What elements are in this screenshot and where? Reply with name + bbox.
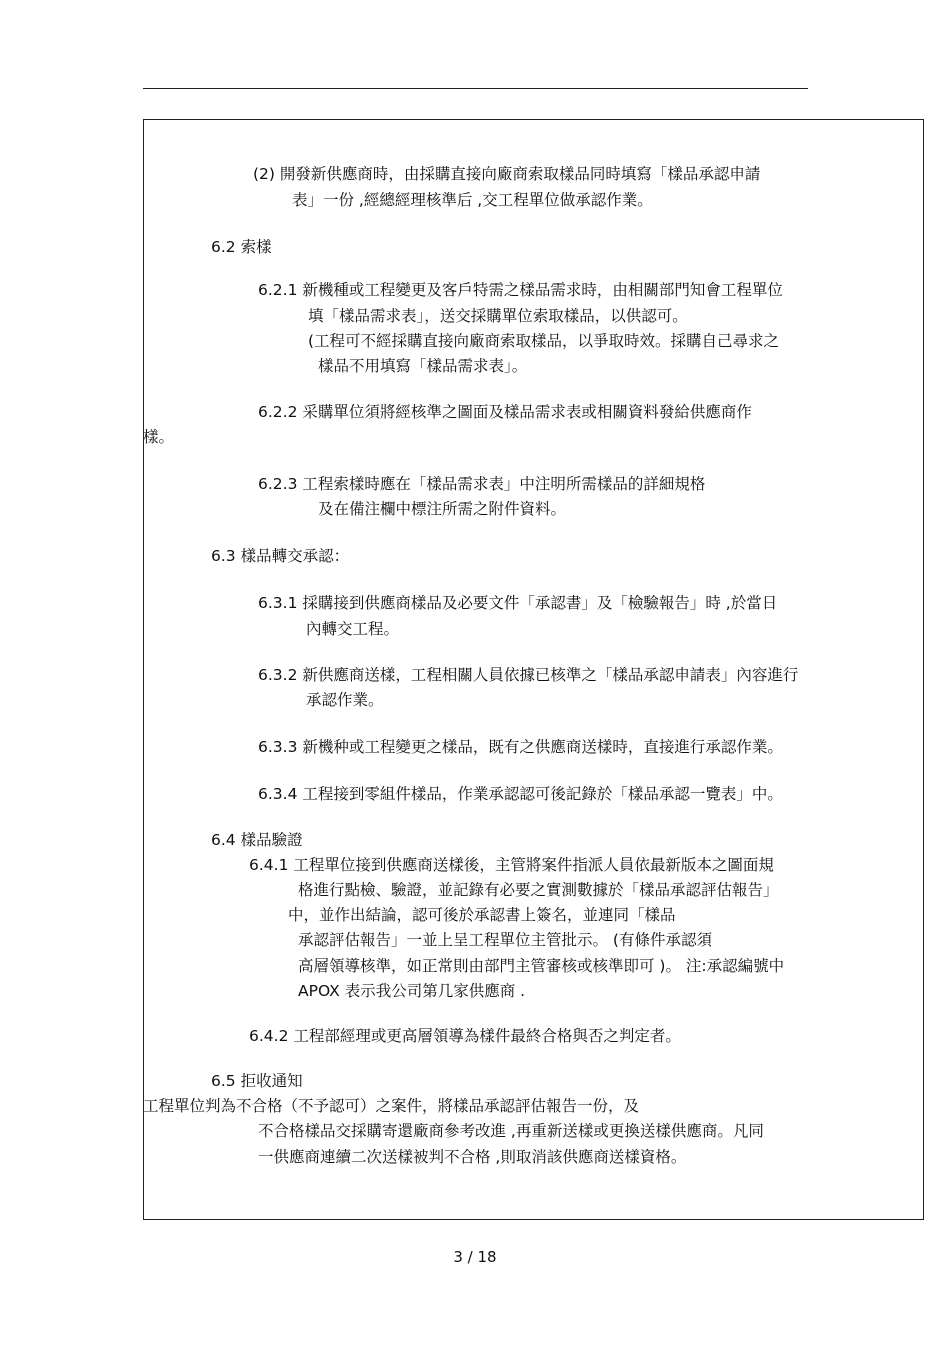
text-line: 內轉交工程。: [306, 620, 400, 638]
text-line: 6.3.2 新供應商送樣，工程相關人員依據已核準之「樣品承認申請表」內容進行: [258, 666, 799, 684]
text-line: 中，並作出結論，認可後於承認書上簽名，並連同「樣品: [288, 906, 676, 924]
text-line: 6.4.2 工程部經理或更高層領導為樣件最終合格與否之判定者。: [249, 1027, 681, 1045]
text-line: 一供應商連續二次送樣被判不合格 ,則取消該供應商送樣資格。: [258, 1148, 687, 1166]
text-line: APOX 表示我公司第几家供應商 .: [298, 982, 526, 1000]
text-line: 不合格樣品交採購寄還廠商參考改進 ,再重新送樣或更換送樣供應商。凡同: [258, 1122, 764, 1140]
text-line: 6.2.1 新機種或工程變更及客戶特需之樣品需求時，由相關部門知會工程單位: [258, 281, 783, 299]
text-line: 承認作業。: [306, 691, 384, 709]
text-line: 表」一份 ,經總經理核準后 ,交工程單位做承認作業。: [292, 191, 653, 209]
text-line: 樣品不用填寫「樣品需求表」。: [318, 357, 528, 375]
text-line: 格進行點檢、驗證，並記錄有必要之實測數據於「樣品承認評估報告」: [298, 881, 779, 899]
section-heading: 6.3 樣品轉交承認：: [211, 547, 350, 565]
text-line: 高層領導核準，如正常則由部門主管審核或核準即可 )。 注:承認編號中: [298, 957, 785, 975]
text-line: (2) 開發新供應商時，由採購直接向廠商索取樣品同時填寫「樣品承認申請: [253, 165, 761, 183]
text-line: 填「樣品需求表」，送交採購單位索取樣品，以供認可。: [308, 307, 688, 325]
page-number: 3 / 18: [453, 1248, 497, 1266]
text-line: 6.2.3 工程索樣時應在「樣品需求表」中注明所需樣品的詳細規格: [258, 475, 706, 493]
text-line: (工程可不經採購直接向廠商索取樣品，以爭取時效。採購自己尋求之: [308, 332, 780, 350]
text-line: 樣。: [143, 428, 175, 446]
text-line: 工程單位判為不合格（不予認可）之案件，將樣品承認評估報告一份，及: [143, 1097, 640, 1115]
text-line: 及在備注欄中標注所需之附件資料。: [318, 500, 567, 518]
text-line: 6.3.3 新機种或工程變更之樣品，既有之供應商送樣時，直接進行承認作業。: [258, 738, 783, 756]
text-line: 6.3.1 採購接到供應商樣品及必要文件「承認書」及「檢驗報告」時 ,於當日: [258, 594, 778, 612]
header-rule: [143, 88, 808, 89]
section-heading: 6.5 拒收通知: [211, 1072, 303, 1090]
text-line: 6.2.2 采購單位須將經核準之圖面及樣品需求表或相關資料發給供應商作: [258, 403, 752, 421]
section-heading: 6.2 索樣: [211, 238, 272, 256]
text-line: 承認評估報告」一並上呈工程單位主管批示。 (有條件承認須: [298, 931, 712, 949]
text-line: 6.3.4 工程接到零組件樣品，作業承認認可後記錄於「樣品承認一覽表」中。: [258, 785, 783, 803]
section-heading: 6.4 樣品驗證: [211, 831, 303, 849]
text-line: 6.4.1 工程單位接到供應商送樣後，主管將案件指派人員依最新版本之圖面規: [249, 856, 774, 874]
